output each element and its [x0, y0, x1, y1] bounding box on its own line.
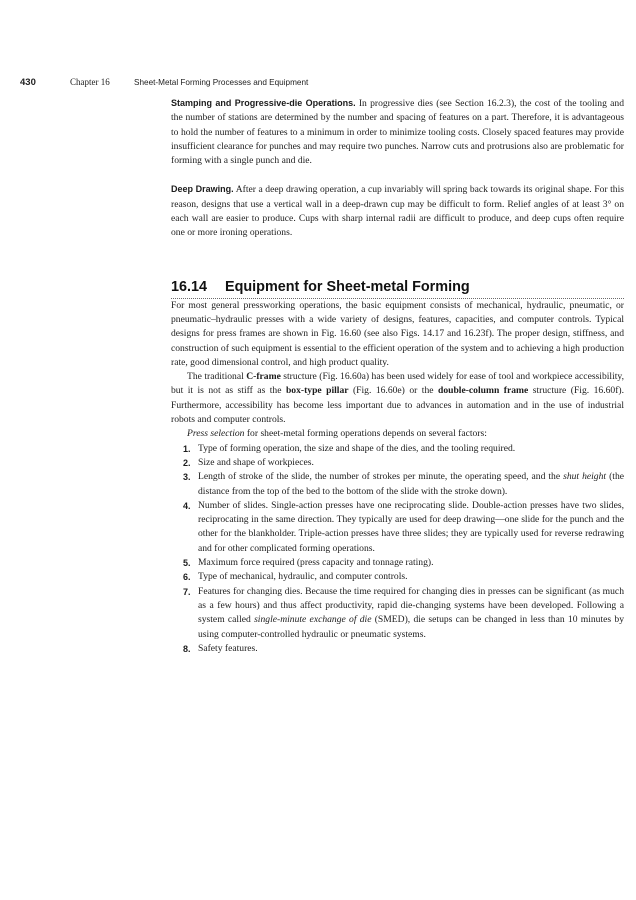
paragraph-2: The traditional C-frame structure (Fig. 16.60a) has been used widely for ease of tool and workpiece accessibility, but it is not as stiff as the box-type pillar (Fig. 16.60e) or the double-column frame structure (Fig. 16.60f). Furthermore, accessibility has become less important due to advances in automation and in the use of industrial robots and computer controls. [171, 371, 624, 426]
list-item: 7. Features for changing dies. Because the time required for changing dies in presses can be significant (as much as a few hours) and thus affect productivity, rapid die-changing systems have been developed. Following a system called single-minute exchange of die (SMED), die setups can be changed in less than 10 minutes by using computer-controlled hydraulic or pneumatic systems. [183, 585, 624, 640]
page-body [171, 96, 624, 656]
paragraph-1: For most general pressworking operations, the basic equipment consists of mechanical, hydraulic, pneumatic, or pneumatic–hydraulic presses with a wide variety of designs, features, capacities, and computer controls. Typical designs for press frames are shown in Fig. 16.60 (see also Figs. 14.17 and 16.23f). The proper design, stiffness, and construction of such equipment is essential to the efficient operation of the system and to achieving a high production rate, good dimensional control, and high product quality. [171, 299, 624, 368]
stamping-paragraph [171, 96, 624, 168]
list-item: 3. Length of stroke of the slide, the number of strokes per minute, the operating speed, and the shut height (the distance from the top of the bed to the bottom of the slide with the stroke down). [183, 471, 624, 497]
term-shut-height: shut height [563, 471, 607, 483]
list-item: 4. Number of slides. Single-action presses have one reciprocating slide. Double-action presses have two slides, reciprocating in the same direction. They typically are used for deep drawing—one slide for the punch and the other for the blankholder. Triple-action presses have three slides; they are typically used for reverse redrawing and for other complicated forming operations. [183, 499, 624, 554]
term-box-type-pillar: box-type pillar [285, 385, 349, 397]
stamping-heading: Stamping and Progressive-die Operations. [171, 98, 356, 108]
chapter-label: Chapter 16 [70, 77, 110, 87]
section-number: 16.14 [171, 278, 208, 295]
factors-list [171, 442, 624, 656]
list-item: 5. Maximum force required (press capacity and tonnage rating). [183, 557, 434, 569]
list-item: 6. Type of mechanical, hydraulic, and computer controls. [183, 571, 408, 583]
section-heading [171, 278, 624, 299]
stamping-text: In progressive dies (see Section 16.2.3), the cost of the tooling and the number of stations are determined by the number and spacing of features on a part. Therefore, it is advantageous to hold the number of features to a minimum in order to minimize tooling costs. Closely spaced features may provide insufficient clearance for punches and may require two punches. Narrow cuts and protrusions also are problematic for forming with a single punch and die. [171, 98, 624, 167]
paragraph-3: Press selection for sheet-metal forming operations depends on several factors: [187, 428, 487, 440]
term-double-column-frame: double-column frame [437, 385, 529, 397]
term-press-selection: Press selection [187, 428, 245, 440]
list-item: 2. Size and shape of workpieces. [183, 456, 314, 468]
chapter-title: Sheet-Metal Forming Processes and Equipment [134, 78, 309, 87]
list-item: 1. Type of forming operation, the size and shape of the dies, and the tooling required. [183, 442, 516, 454]
deep-drawing-paragraph [171, 182, 624, 240]
section-title: Equipment for Sheet-metal Forming [225, 278, 470, 295]
page-number: 430 [20, 77, 36, 88]
deep-drawing-heading: Deep Drawing. [171, 184, 234, 195]
deep-drawing-text: After a deep drawing operation, a cup invariably will spring back towards its original shape. For this reason, designs that use a vertical wall in a deep-drawn cup may be difficult to form. Relief angles of at least 3° on each wall are easier to produce. Cups with sharp internal radii are difficult to produce, and deep cups often require one or more ironing operations. [171, 184, 624, 239]
term-smed: single-minute exchange of die [254, 614, 372, 626]
running-header [20, 77, 308, 88]
term-c-frame: C-frame [246, 371, 281, 383]
list-item: 8. Safety features. [183, 642, 258, 654]
